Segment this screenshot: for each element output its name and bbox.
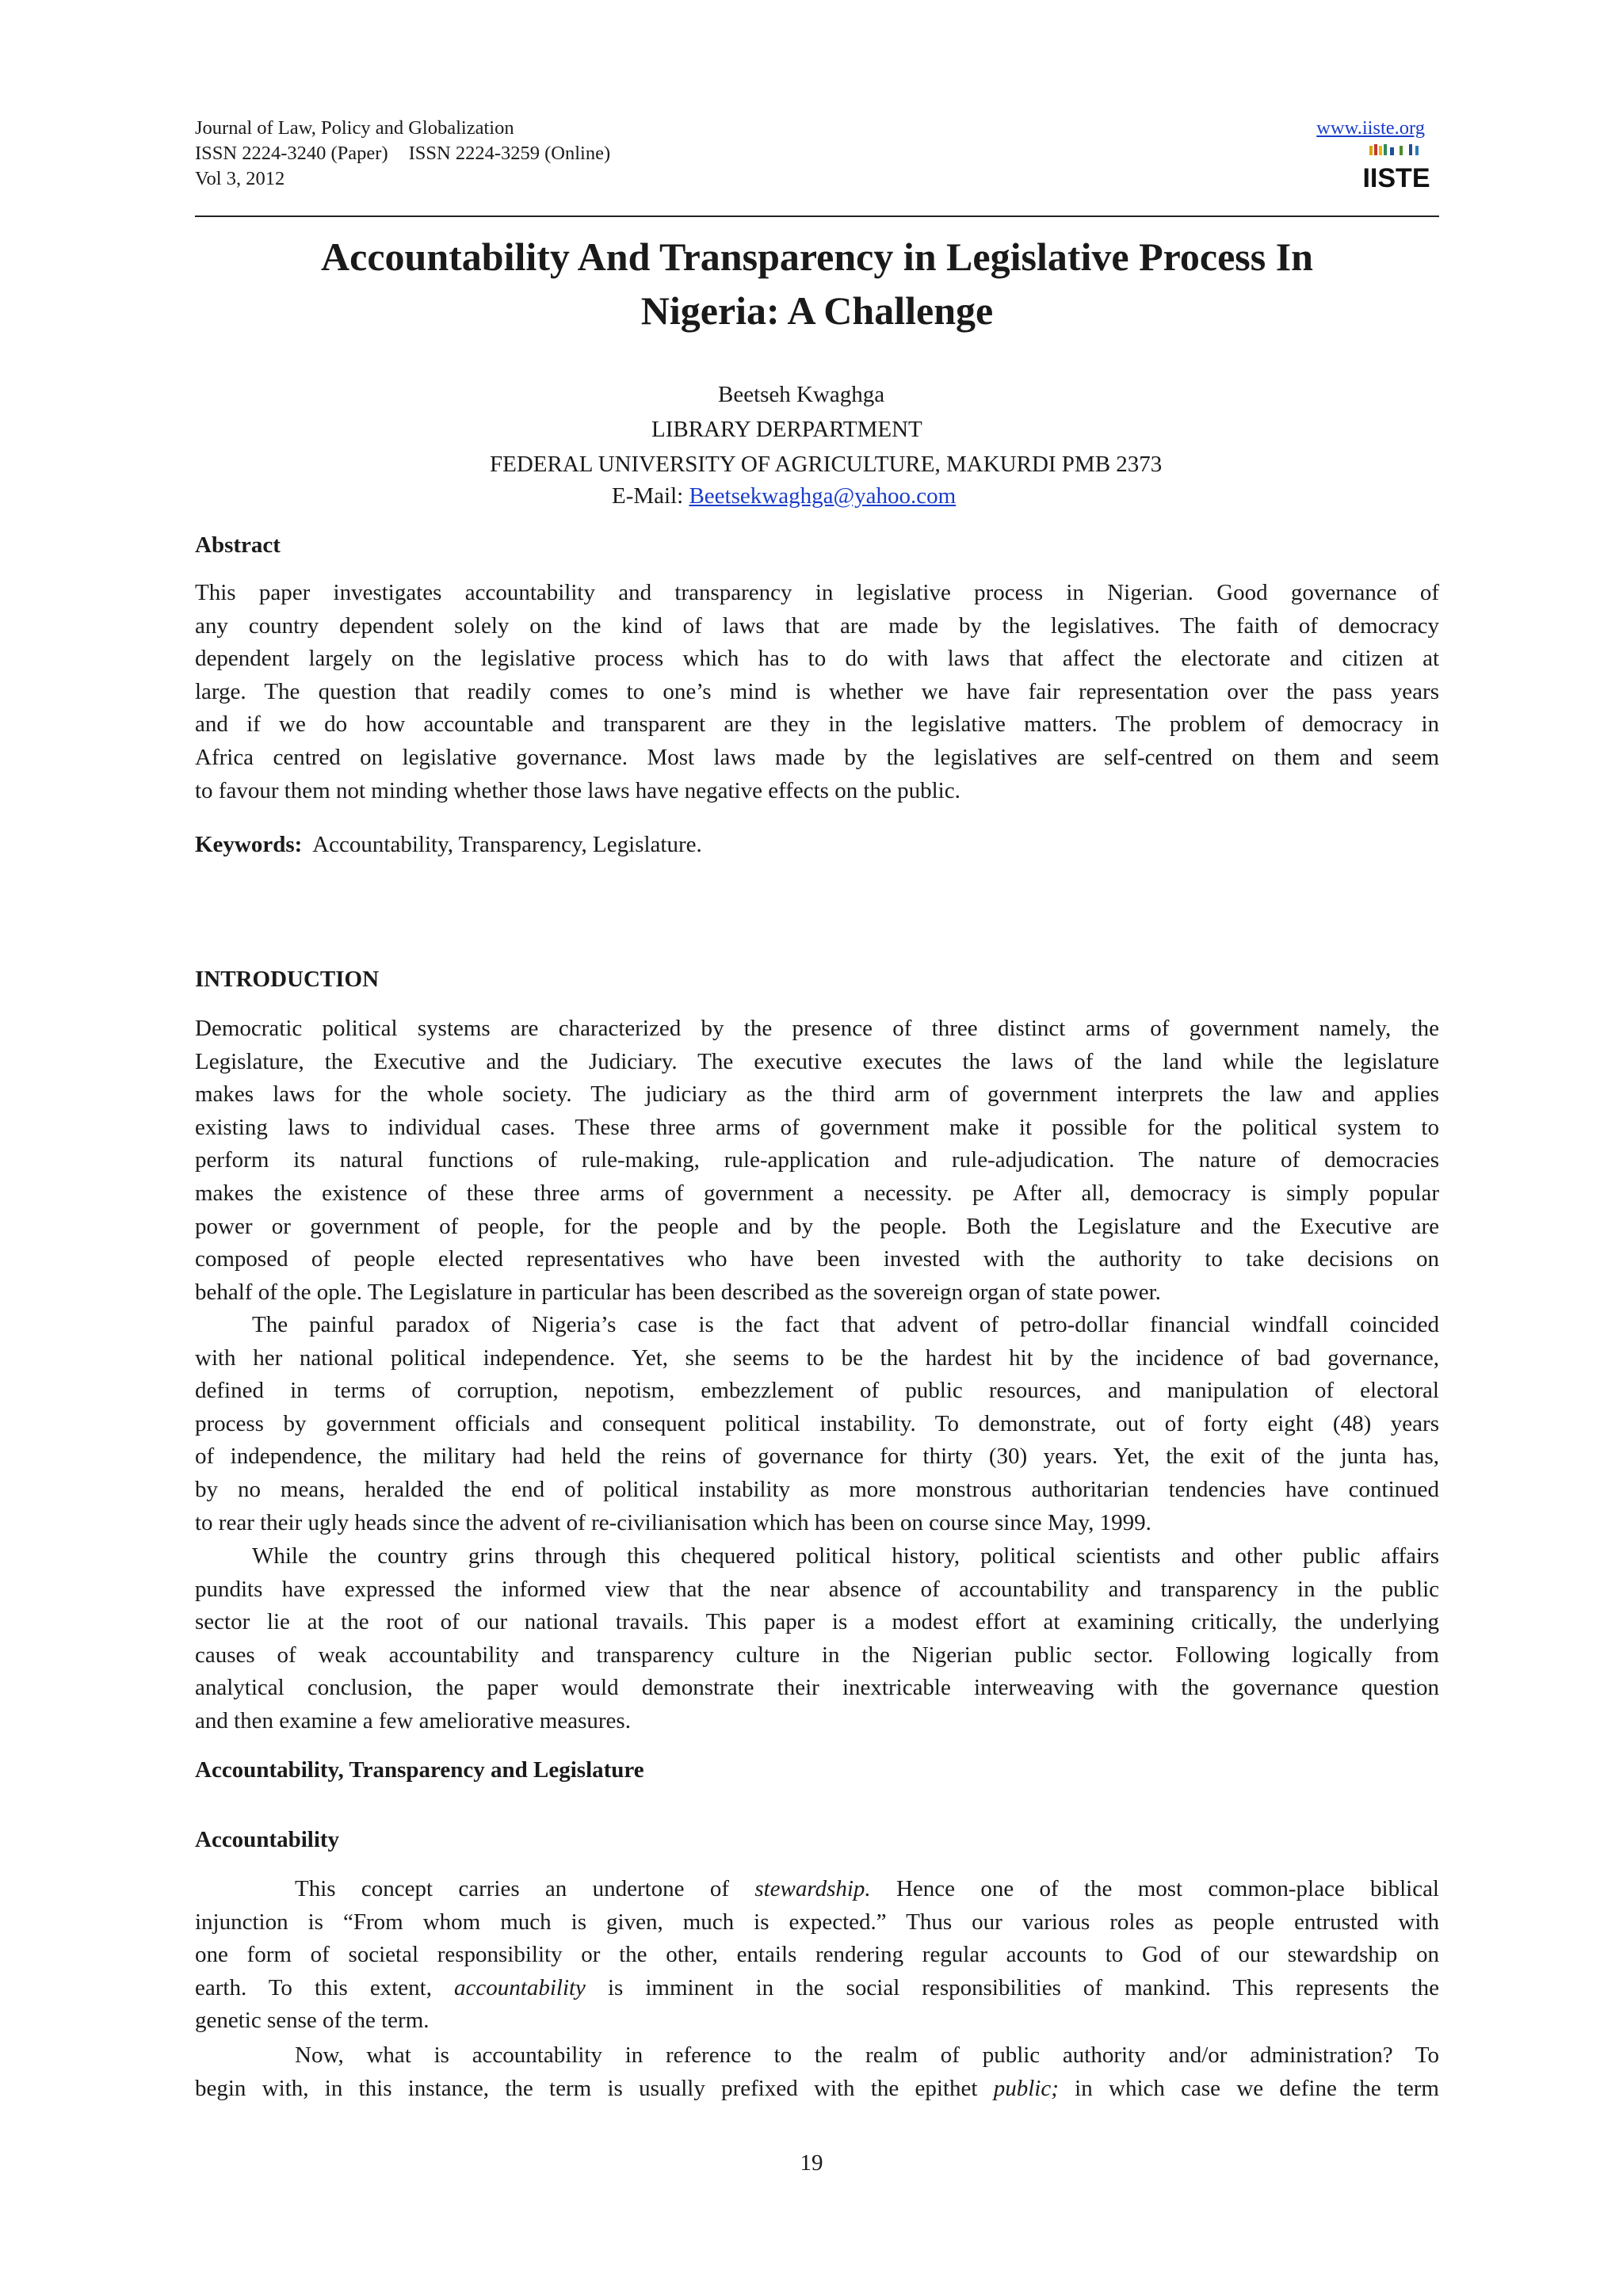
intro-line: makes laws for the whole society. The judiciary as the third arm of government interprets the law and applies [195, 1081, 1439, 1108]
accountability-line [195, 1972, 1439, 2005]
iiste-logo [1362, 141, 1430, 193]
accountability-paragraph-2 [195, 2039, 1439, 2105]
intro-line: Democratic political systems are characterized by the presence of three distinct arms of government namely, the [195, 1016, 1439, 1041]
introduction-paragraph-2 [195, 1309, 1439, 1539]
intro-line: by no means, heralded the end of political instability as more monstrous authoritarian tendencies have continued [195, 1476, 1439, 1502]
intro-line: to rear their ugly heads since the advent of re-civilianisation which has been on course since May, 1999. [195, 1509, 1151, 1535]
intro-line: power or government of people, for the people and by the people. Both the Legislature and the Executive are [195, 1213, 1439, 1239]
introduction-paragraph-3 [195, 1540, 1439, 1738]
intro-line: makes the existence of these three arms of government a necessity. pe After all, democracy is simply popular [195, 1180, 1439, 1206]
author-email [612, 480, 956, 512]
paper-title [195, 230, 1439, 338]
text-run: begin with, in this instance, the term is usually prefixed with the epithet [195, 2075, 994, 2101]
issn-online: ISSN 2224-3259 (Online) [408, 143, 611, 164]
subsection-heading: Accountability [195, 1827, 340, 1852]
header-rule [195, 215, 1439, 217]
text-run: Hence one of the most common-place biblical [870, 1876, 1439, 1901]
intro-line: causes of weak accountability and transparency culture in the Nigerian public sector. Following logically from [195, 1642, 1439, 1668]
intro-line: The painful paradox of Nigeria’s case is the fact that advent of petro-dollar financial windfall coincided [252, 1312, 1439, 1337]
introduction-heading: INTRODUCTION [195, 967, 380, 992]
abstract-line: large. The question that readily comes to one’s mind is whether we have fair representation over the pass years [195, 678, 1439, 704]
abstract-heading: Abstract [195, 532, 281, 558]
abstract-line: This paper investigates accountability and transparency in legislative process in Nigerian. Good governance of [195, 580, 1439, 605]
abstract-text [195, 577, 1439, 807]
intro-line: analytical conclusion, the paper would demonstrate their inextricable interweaving with the governance question [195, 1675, 1439, 1701]
issn-line [195, 141, 610, 166]
intro-line: Legislature, the Executive and the Judiciary. The executive executes the laws of the land while the legislature [195, 1048, 1439, 1074]
intro-line: sector lie at the root of our national travails. This paper is a modest effort at examining critically, the underlying [195, 1609, 1439, 1635]
abstract-line: dependent largely on the legislative process which has to do with laws that affect the electorate and citizen at [195, 646, 1439, 672]
abstract-line: any country dependent solely on the kind of laws that are made by the legislatives. The faith of democracy [195, 612, 1439, 639]
author-name: Beetseh Kwaghga [718, 382, 885, 407]
keywords-label: Keywords: [195, 832, 303, 857]
title-line-2: Nigeria: A Challenge [640, 288, 994, 333]
website-link[interactable]: www.iiste.org [1316, 117, 1425, 139]
text-run: is imminent in the social responsibilities of mankind. This represents the [585, 1974, 1439, 2000]
abstract-line: Africa centred on legislative governance. Most laws made by the legislatives are self-centred on them and seem [195, 744, 1439, 770]
issn-print: ISSN 2224-3240 (Paper) [195, 143, 388, 164]
section-heading: Accountability, Transparency and Legislature [195, 1757, 644, 1783]
title-line-1: Accountability And Transparency in Legislative Process In [321, 235, 1313, 279]
email-label: E-Mail: [612, 483, 689, 509]
intro-line: process by government officials and consequent political instability. To demonstrate, out of forty eight (48) years [195, 1410, 1439, 1436]
logo-text: IISTE [1362, 163, 1430, 193]
emphasis-accountability: accountability [454, 1974, 586, 2000]
emphasis-stewardship: stewardship. [754, 1876, 871, 1901]
keywords [195, 829, 702, 860]
text-run: in which case we define the term [1058, 2075, 1439, 2101]
abstract-line: and if we do how accountable and transparent are they in the legislative matters. The problem of democracy in [195, 711, 1439, 738]
text-run: This concept carries an undertone of [295, 1876, 755, 1901]
emphasis-public: public; [993, 2075, 1059, 2101]
intro-line: existing laws to individual cases. These three arms of government make it possible for the political system to [195, 1114, 1439, 1140]
accountability-line [195, 2073, 1439, 2106]
intro-line: and then examine a few ameliorative measures. [195, 1707, 631, 1733]
keywords-text: Accountability, Transparency, Legislature. [302, 832, 702, 857]
accountability-line: genetic sense of the term. [195, 2008, 430, 2034]
intro-line: perform its natural functions of rule-making, rule-application and rule-adjudication. The nature of democracies [195, 1147, 1439, 1173]
accountability-line: injunction is “From whom much is given, much is expected.” Thus our various roles as people entrusted with [195, 1909, 1439, 1935]
volume: Vol 3, 2012 [195, 168, 285, 189]
author-institution: FEDERAL UNIVERSITY OF AGRICULTURE, MAKURDI PMB 2373 [490, 452, 1163, 477]
page-number: 19 [800, 2150, 823, 2176]
intro-line: defined in terms of corruption, nepotism, embezzlement of public resources, and manipulation of electoral [195, 1378, 1439, 1404]
text-run: earth. To this extent, [195, 1974, 455, 2000]
accountability-paragraph-1 [195, 1873, 1439, 2038]
intro-line: pundits have expressed the informed view that the near absence of accountability and transparency in the public [195, 1576, 1439, 1602]
intro-line: composed of people elected representatives who have been invested with the authority to take decisions on [195, 1246, 1439, 1272]
journal-name: Journal of Law, Policy and Globalization [195, 117, 514, 139]
journal-info [195, 116, 610, 192]
accountability-line [195, 1873, 1439, 1906]
accountability-line: one form of societal responsibility or the other, entails rendering regular accounts to God of our stewardship on [195, 1942, 1439, 1968]
intro-line: of independence, the military had held the reins of governance for thirty (30) years. Yet, the exit of the junta has, [195, 1444, 1439, 1470]
intro-line: behalf of the ople. The Legislature in particular has been described as the sovereign organ of state power. [195, 1279, 1161, 1305]
introduction-paragraph-1 [195, 1013, 1439, 1309]
email-link[interactable]: Beetsekwaghga@yahoo.com [689, 483, 957, 509]
intro-line: with her national political independence. Yet, she seems to be the hardest hit by the incidence of bad governance, [195, 1344, 1439, 1371]
abstract-line: to favour them not minding whether those laws have negative effects on the public. [195, 777, 960, 803]
intro-line: While the country grins through this chequered political history, political scientists and other public affairs [252, 1543, 1439, 1569]
author-department: LIBRARY DERPARTMENT [651, 417, 922, 442]
accountability-line: Now, what is accountability in reference to the realm of public authority and/or administration? To [295, 2042, 1439, 2068]
